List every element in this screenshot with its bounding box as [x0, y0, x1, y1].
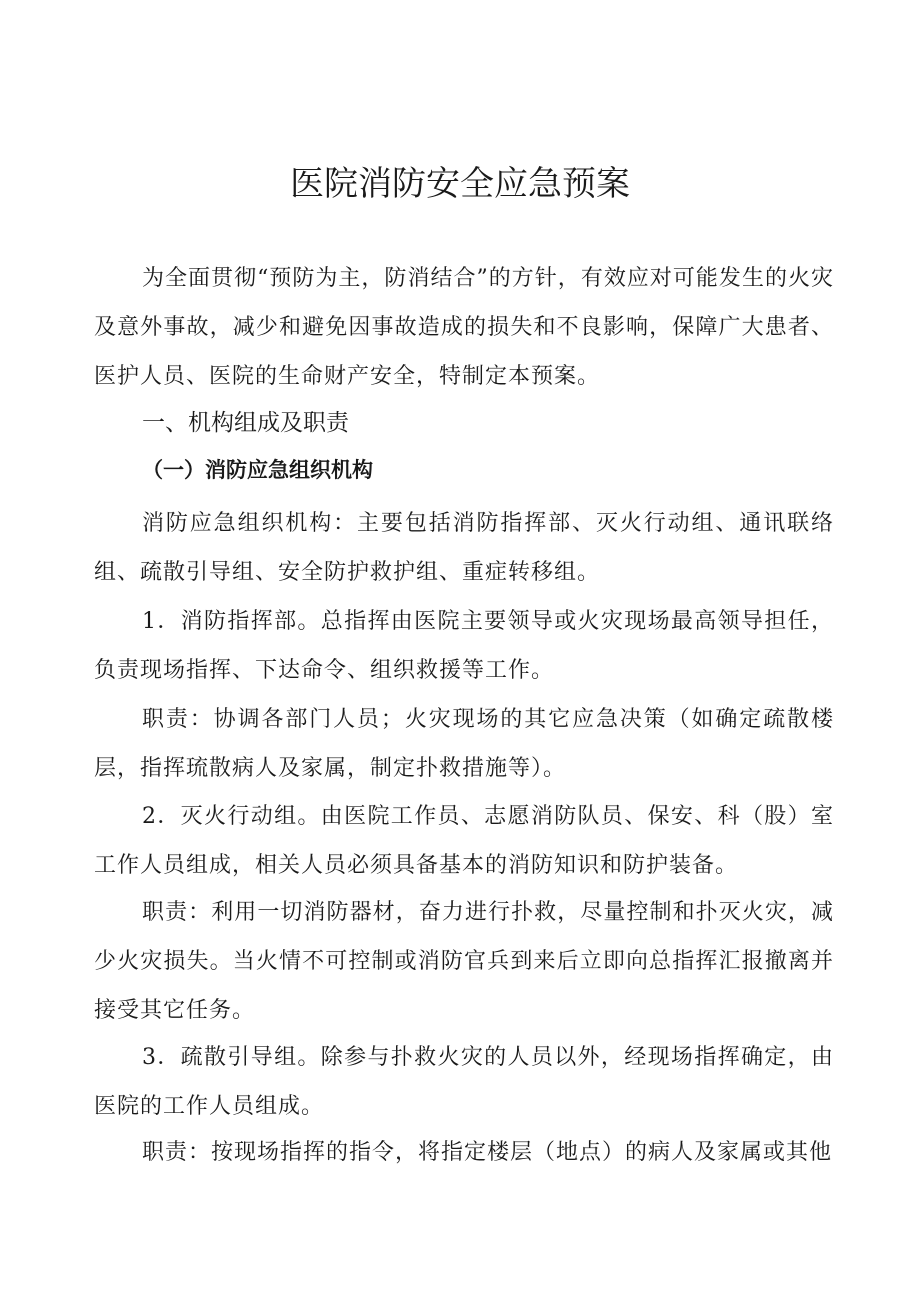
item-1-paragraph: 1．消防指挥部。总指挥由医院主要领导或火灾现场最高领导担任，负责现场指挥、下达命令、组织救援等工作。	[94, 609, 834, 683]
item-3-paragraph: 3．疏散引导组。除参与扑救火灾的人员以外，经现场指挥确定，由医院的工作人员组成。	[94, 1045, 834, 1119]
item-3-duty-paragraph: 职责：按现场指挥的指令，将指定楼层（地点）的病人及家属或其他	[142, 1140, 833, 1165]
section-heading-organization: 一、机构组成及职责	[142, 410, 349, 436]
item-2-paragraph: 2．灭火行动组。由医院工作员、志愿消防队员、保安、科（股）室工作人员组成，相关人员必须具备基本的消防知识和防护装备。	[94, 804, 834, 878]
document-title: 医院消防安全应急预案	[290, 164, 630, 204]
org-overview-paragraph: 消防应急组织机构：主要包括消防指挥部、灭火行动组、通讯联络组、疏散引导组、安全防护救护组、重症转移组。	[94, 511, 834, 585]
subsection-heading-fire-emergency-organization: （一）消防应急组织机构	[142, 457, 373, 482]
item-2-duty-paragraph: 职责：利用一切消防器材，奋力进行扑救，尽量控制和扑灭火灾，减少火灾损失。当火情不可控制或消防官兵到来后立即向总指挥汇报撤离并接受其它任务。	[94, 900, 834, 1023]
item-1-duty-paragraph: 职责：协调各部门人员；火灾现场的其它应急决策（如确定疏散楼层，指挥琉散病人及家属，制定扑救措施等）。	[94, 707, 834, 781]
intro-paragraph: 为全面贯彻“预防为主，防消结合”的方针，有效应对可能发生的火灾及意外事故，减少和避免因事故造成的损失和不良影响，保障广大患者、医护人员、医院的生命财产安全，特制定本预案。	[94, 266, 834, 389]
